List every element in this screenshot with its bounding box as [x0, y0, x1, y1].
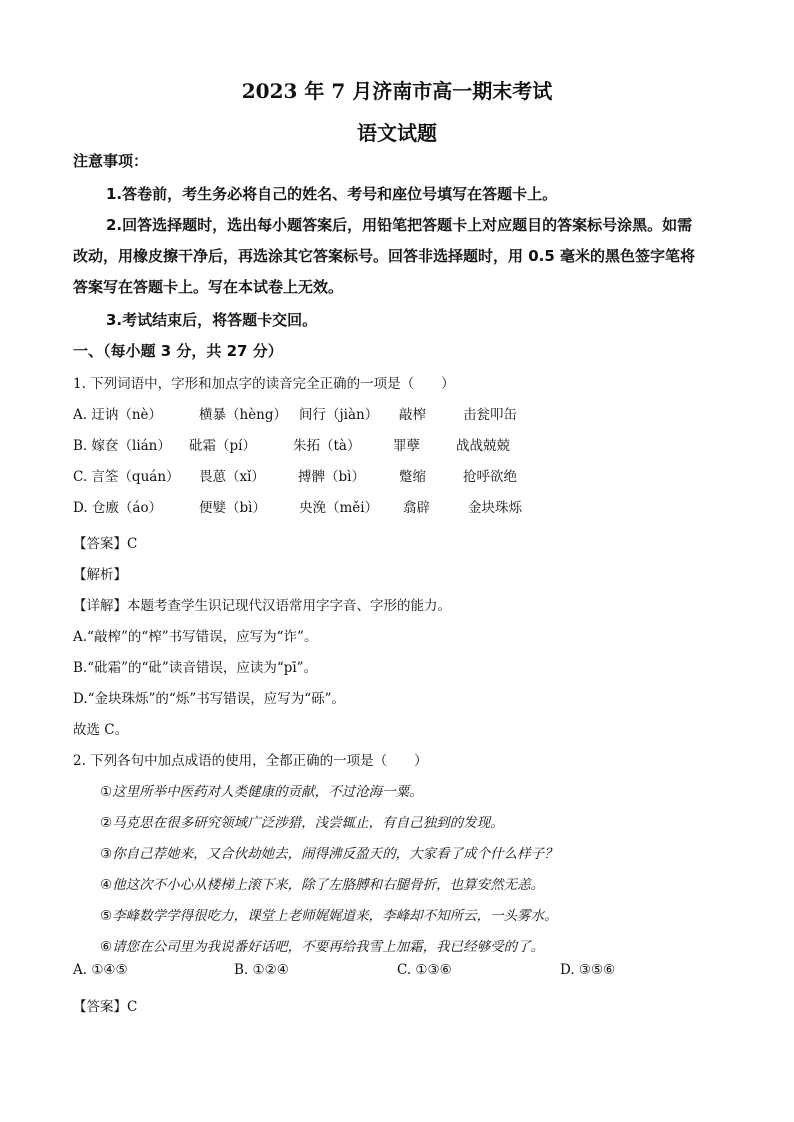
q2-sentence-1: ①这里所举中医药对人类健康的贡献，不过沧海一粟。 [100, 784, 423, 800]
q1-stem: 1. 下列词语中，字形和加点字的读音完全正确的一项是（ ） [73, 376, 455, 392]
q1-option-word: 蹩缩 [399, 469, 426, 485]
q1-option-word: 畏葸（xǐ） [199, 469, 265, 485]
q1-option-word: 翕辟 [403, 500, 430, 516]
q2-sentence-6: ⑥请您在公司里为我说番好话吧，不要再给我雪上加霜，我已经够受的了。 [100, 939, 545, 955]
q1-option-word: 罪孽 [393, 438, 420, 454]
q2-choice-d: D. ③⑤⑥ [560, 962, 616, 978]
q1-option-word: 敲榨 [399, 407, 426, 423]
notice-item-3: 3.考试结束后，将答题卡交回。 [106, 311, 318, 329]
q1-option-word: 朱拓（tà） [293, 438, 361, 454]
q2-choice-b: B. ①②④ [234, 962, 289, 978]
q2-choice-c: C. ①③⑥ [397, 962, 452, 978]
q1-analysis-label: 【解析】 [73, 567, 127, 583]
q1-option-a [73, 403, 733, 423]
q1-option-word: 击瓮叩缶 [463, 407, 517, 423]
q2-answer: 【答案】C [73, 999, 138, 1015]
q2-sentence-5: ⑤李峰数学学得很吃力，课堂上老师娓娓道来，李峰却不知所云，一头雾水。 [100, 908, 558, 924]
q1-option-label: B. 嫁奁（lián） [73, 438, 171, 454]
q1-option-label: A. 迂讷（nè） [73, 407, 163, 423]
q1-option-d [73, 496, 733, 516]
q1-explanation-b: B.“砒霜”的“砒”读音错误，应读为“pī”。 [73, 660, 318, 676]
q1-option-label: D. 仓廒（áo） [73, 500, 163, 516]
q2-stem: 2. 下列各句中加点成语的使用，全都正确的一项是（ ） [73, 753, 428, 769]
exam-title: 2023 年 7 月济南市高一期末考试 [241, 79, 553, 103]
q1-option-word: 央浼（měi） [299, 500, 379, 516]
q1-option-c [73, 465, 733, 485]
q1-explanation-a: A.“敲榨”的“榨”书写错误，应写为“诈”。 [73, 629, 318, 645]
q1-option-word: 抢呼欲绝 [463, 469, 517, 485]
q2-choices [73, 962, 733, 982]
q1-conclusion: 故选 C。 [73, 722, 129, 738]
notice-item-2-line-1: 2.回答选择题时，选出每小题答案后，用铅笔把答题卡上对应题目的答案标号涂黑。如需 [106, 216, 693, 234]
q1-option-word: 搏髀（bì） [298, 469, 365, 485]
notice-item-1: 1.答卷前，考生务必将自己的姓名、考号和座位号填写在答题卡上。 [106, 185, 558, 203]
notice-heading: 注意事项： [73, 152, 149, 170]
q1-option-word: 金块珠烁 [468, 500, 522, 516]
q1-option-label: C. 言筌（quán） [73, 469, 180, 485]
q2-sentence-3: ③你自己荐她来，又合伙劫她去，闹得沸反盈天的，大家看了成个什么样子？ [100, 846, 558, 862]
q1-answer: 【答案】C [73, 536, 138, 552]
q2-choice-a: A. ①④⑤ [73, 962, 128, 978]
q2-sentence-2: ②马克思在很多研究领域广泛涉猎，浅尝辄止，有自己独到的发现。 [100, 815, 504, 831]
notice-item-2-line-2: 改动，用橡皮擦干净后，再选涂其它答案标号。回答非选择题时，用 0.5 毫米的黑色签字笔将 [73, 247, 696, 265]
q1-explanation-d: D.“金块珠烁”的“烁”书写错误，应写为“砾”。 [73, 691, 346, 707]
q1-option-word: 间行（jiàn） [299, 407, 379, 423]
q1-detail: 【详解】本题考查学生识记现代汉语常用字字音、字形的能力。 [73, 598, 451, 614]
q1-option-b [73, 434, 733, 454]
q1-option-word: 便嬖（bì） [199, 500, 266, 516]
q1-option-word: 砒霜（pí） [189, 438, 256, 454]
q1-option-word: 战战兢兢 [456, 438, 510, 454]
q2-sentence-4: ④他这次不小心从楼梯上滚下来，除了左胳膊和右腿骨折，也算安然无恙。 [100, 877, 545, 893]
notice-item-2-line-3: 答案写在答题卡上。写在本试卷上无效。 [73, 278, 344, 296]
exam-subtitle: 语文试题 [357, 121, 437, 145]
q1-option-word: 横暴（hèng） [199, 407, 288, 423]
section-1-heading: 一、（每小题 3 分，共 27 分） [73, 342, 283, 360]
